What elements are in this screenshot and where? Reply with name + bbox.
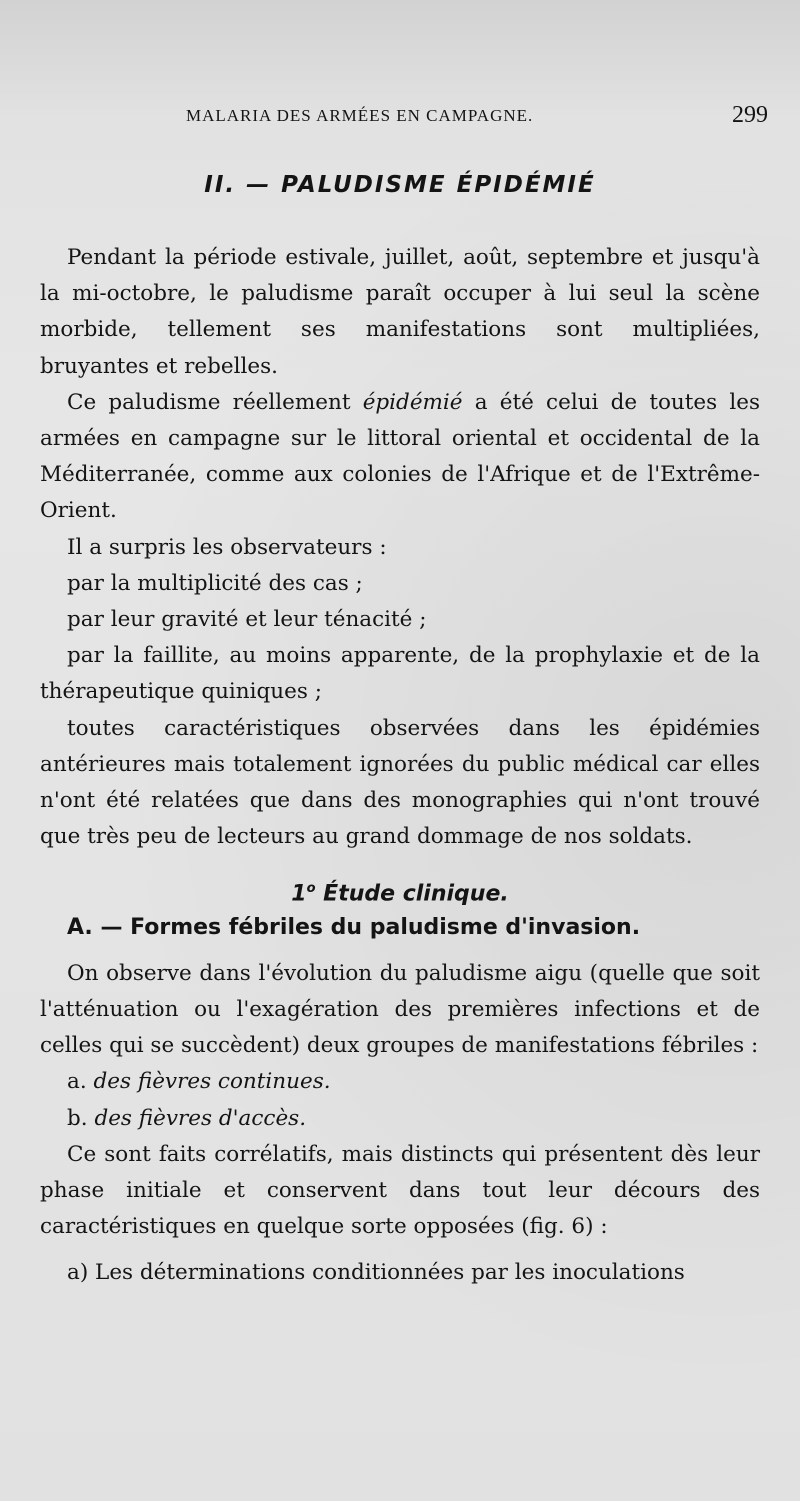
paragraph: toutes caractéristiques observées dans les épidémies antérieures mais totalement ignorées du public médical car elles n'ont été relatées que dans des monographies qui n'ont trouvé que très peu de lecteurs au grand dommage de nos soldats.	[40, 715, 760, 850]
paragraph: On observe dans l'évolution du paludisme aigu (quelle que soit l'atténuation ou l'exagération des premières infections et de celles qui se succèdent) deux groupes de manifestations fébriles :	[40, 960, 760, 1059]
section-title: II. — PALUDISME ÉPIDÉMIÉ	[204, 172, 596, 198]
subsection-title	[40, 881, 760, 906]
running-head: MALARIA DES ARMÉES EN CAMPAGNE.	[186, 106, 534, 125]
text-run: Ce paludisme réellement	[67, 389, 363, 415]
paragraph: Il a surpris les observateurs :	[67, 534, 387, 560]
list-line: par la multiplicité des cas ;	[67, 570, 363, 596]
item-label: a.	[67, 1069, 94, 1095]
item-text: des fièvres d'accès.	[94, 1105, 307, 1131]
subsection-title-text: Étude clinique.	[323, 881, 509, 907]
degree-sign: o	[306, 881, 316, 897]
paragraph	[40, 385, 760, 530]
page-header	[186, 102, 768, 136]
paragraph: Pendant la période estivale, juillet, août, septembre et jusqu'à la mi-octobre, le paludisme paraît occuper à lui seul la scène morbide, tellement ses manifestations sont multipliées, bruyantes et rebelles.	[40, 245, 760, 379]
list-line: par la faillite, au moins apparente, de la prophylaxie et de la thérapeutique quiniques ;	[40, 643, 760, 705]
item-label: b.	[67, 1105, 95, 1131]
spacer	[40, 1245, 760, 1255]
subsection-number: 1	[291, 881, 307, 907]
list-item-b	[40, 1101, 760, 1137]
page-number: 299	[732, 102, 768, 128]
item-text: des fièvres continues.	[93, 1069, 331, 1095]
list-item-a	[40, 1064, 760, 1100]
paragraph: Ce sont faits corrélatifs, mais distincts qui présentent dès leur phase initiale et conservent dans tout leur décours des caractéristiques en quelque sorte opposées (fig. 6) :	[40, 1141, 760, 1240]
heading-a: A. — Formes fébriles du paludisme d'invasion.	[67, 914, 641, 940]
page-body	[40, 240, 760, 1292]
list-line: par leur gravité et leur ténacité ;	[67, 607, 427, 633]
emphasis: épidémié	[362, 389, 463, 415]
paragraph: a) Les déterminations conditionnées par les inoculations	[67, 1260, 685, 1286]
text-run: a été celui de toutes les armées en campagne sur le littoral oriental et occidental de la Méditerranée, comme aux colonies de l'Afrique et de l'Extrême-Orient.	[40, 389, 760, 524]
